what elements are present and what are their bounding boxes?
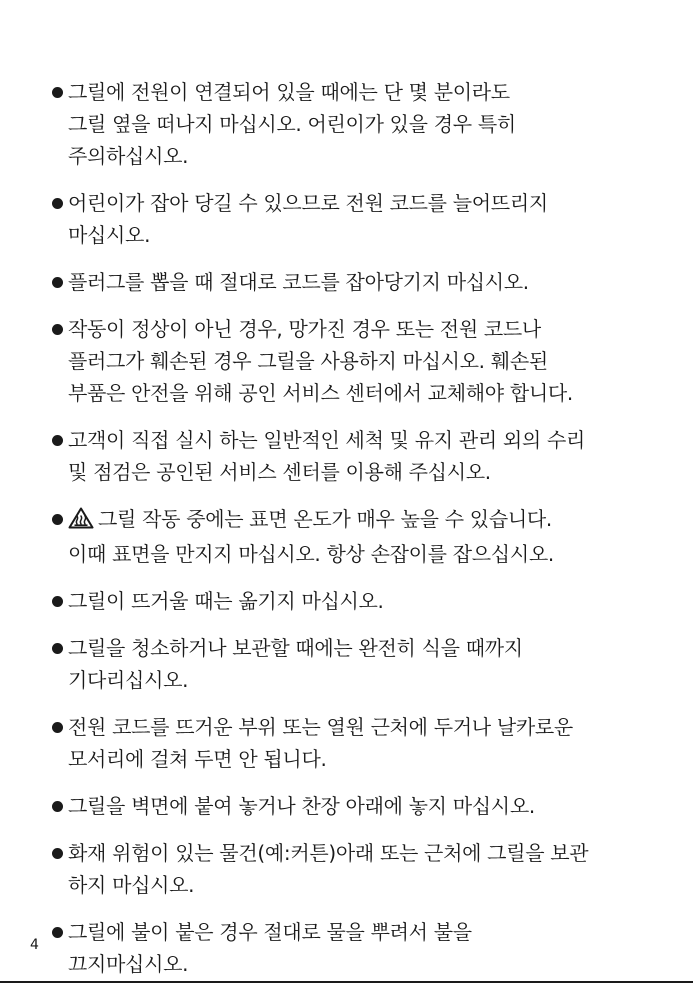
item-text-line: 고객이 직접 실시 하는 일반적인 세척 및 유지 관리 외의 수리	[68, 428, 586, 452]
item-text-line: 및 점검은 공인된 서비스 센터를 이용해 주십시오.	[68, 460, 491, 484]
item-text-line: 그릴에 불이 붙은 경우 절대로 물을 뿌려서 불을	[68, 920, 472, 944]
item-text-line: 이때 표면을 만지지 마십시오. 항상 손잡이를 잡으십시오.	[68, 542, 554, 566]
item-text-line: 그릴을 청소하거나 보관할 때에는 완전히 식을 때까지	[68, 636, 523, 660]
hot-surface-warning-icon	[68, 506, 94, 538]
item-text-line: 작동이 정상이 아닌 경우, 망가진 경우 또는 전원 코드나	[68, 317, 541, 341]
item-text-line: 전원 코드를 뜨거운 부위 또는 열원 근처에 두거나 날카로운	[68, 715, 573, 739]
item-text-line: 어린이가 잡아 당길 수 있으므로 전원 코드를 늘어뜨리지	[68, 191, 548, 215]
bullet-dot	[52, 722, 63, 733]
list-item	[52, 632, 652, 696]
bullet-dot	[52, 324, 63, 335]
safety-instructions-list	[52, 76, 652, 995]
bullet-dot	[52, 596, 63, 607]
bullet-dot	[52, 927, 63, 938]
list-item	[52, 313, 652, 409]
item-text-line: 마십시오.	[68, 223, 151, 247]
bullet-dot	[52, 801, 63, 812]
item-text: 그릴 작동 중에는 표면 온도가 매우 높을 수 있습니다.	[98, 507, 552, 531]
page-number: 4	[30, 937, 39, 953]
list-item	[52, 837, 652, 901]
bullet-dot	[52, 198, 63, 209]
list-item	[52, 790, 652, 822]
item-text-line: 그릴이 뜨거울 때는 옮기지 마십시오.	[68, 589, 384, 613]
item-text-line: 주의하십시오.	[68, 144, 189, 168]
bullet-dot	[52, 435, 63, 446]
list-item	[52, 711, 652, 775]
bullet-dot	[52, 848, 63, 859]
item-text-line: 끄지마십시오.	[68, 952, 189, 976]
list-item	[52, 916, 652, 980]
bottom-rule	[0, 981, 693, 983]
list-item	[52, 424, 652, 488]
bullet-dot	[52, 87, 63, 98]
list-item	[52, 187, 652, 251]
item-text-line: 그릴 옆을 떠나지 마십시오. 어린이가 있을 경우 특히	[68, 112, 516, 136]
item-text-line: 하지 마십시오.	[68, 873, 195, 897]
item-text-line: 기다리십시오.	[68, 668, 189, 692]
item-text-line: 그릴에 전원이 연결되어 있을 때에는 단 몇 분이라도	[68, 80, 510, 104]
item-text-line: 플러그가 훼손된 경우 그릴을 사용하지 마십시오. 훼손된	[68, 349, 548, 373]
bullet-dot	[52, 643, 63, 654]
item-text-line: 플러그를 뽑을 때 절대로 코드를 잡아당기지 마십시오.	[68, 270, 529, 294]
list-item	[52, 585, 652, 617]
list-item	[52, 76, 652, 172]
item-text-line-with-icon	[68, 503, 652, 538]
item-text-line: 그릴을 벽면에 붙여 놓거나 찬장 아래에 놓지 마십시오.	[68, 794, 535, 818]
bullet-dot	[52, 514, 63, 525]
list-item	[52, 266, 652, 298]
bullet-dot	[52, 277, 63, 288]
item-text-line: 부품은 안전을 위해 공인 서비스 센터에서 교체해야 합니다.	[68, 381, 573, 405]
item-text-line: 모서리에 걸쳐 두면 안 됩니다.	[68, 747, 327, 771]
list-item	[52, 503, 652, 570]
item-text-line: 화재 위험이 있는 물건(예:커튼)아래 또는 근처에 그릴을 보관	[68, 841, 589, 865]
